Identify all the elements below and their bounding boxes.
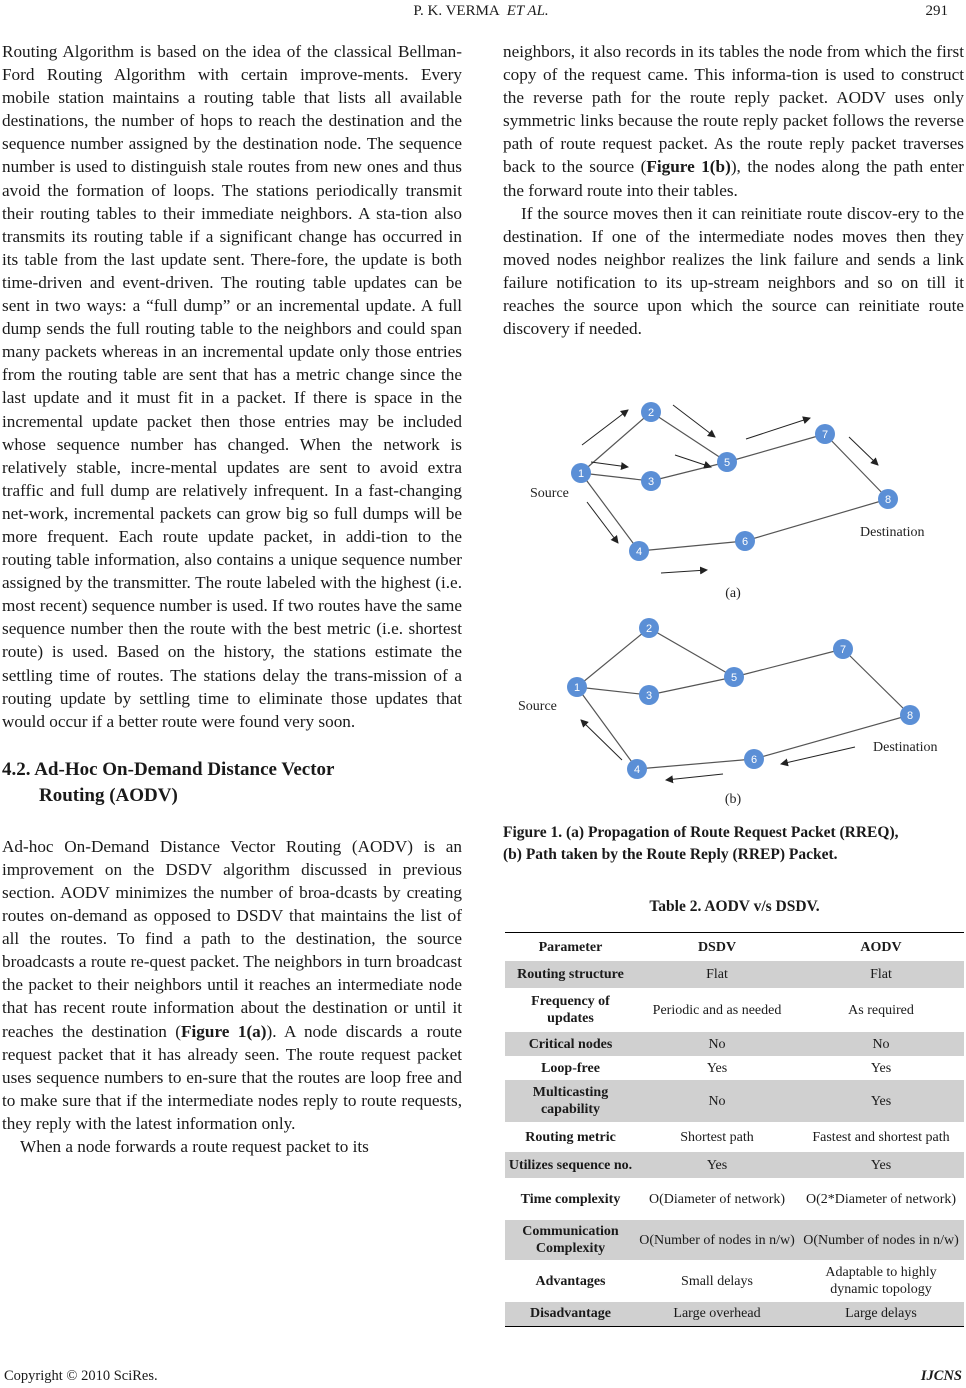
page-number: 291 bbox=[925, 3, 948, 19]
caption-line-2: (b) Path taken by the Route Reply (RREP) Packet. bbox=[503, 846, 838, 863]
page-header bbox=[0, 3, 966, 25]
left-column bbox=[2, 40, 462, 1158]
node-3 bbox=[641, 471, 661, 491]
table-header-row bbox=[505, 933, 964, 962]
table-row: Frequency of updates Periodic and as needed As required bbox=[531, 994, 914, 1026]
paragraph-link-failure: If the source moves then it can reinitiate route discov-ery to the destination. If one of the intermediate nodes moves then they moved nodes neighbor realizes the link failure and sends a link failure notification to its up-stream neighbors and so on till it reaches the source upon which the source can reinitiate route discovery if needed. bbox=[503, 203, 964, 339]
figure-1b-rrep-diagram bbox=[503, 610, 966, 815]
node-7 bbox=[815, 424, 835, 444]
figure-caption bbox=[503, 822, 966, 866]
svg-text:1: 1 bbox=[577, 468, 585, 480]
node-5 bbox=[717, 452, 737, 472]
running-head bbox=[0, 3, 966, 20]
header-etal: ET AL. bbox=[506, 3, 549, 19]
svg-text:5: 5 bbox=[723, 457, 731, 469]
node-3 bbox=[639, 685, 659, 705]
svg-text:1: 1 bbox=[573, 682, 581, 694]
node-6 bbox=[744, 749, 764, 769]
header-parameter: Parameter bbox=[505, 933, 636, 962]
table-title: Table 2. AODV v/s DSDV. bbox=[649, 898, 820, 915]
source-label-b: Source bbox=[518, 699, 557, 714]
svg-text:3: 3 bbox=[647, 476, 655, 488]
svg-text:4: 4 bbox=[635, 546, 643, 558]
sublabel-a: (a) bbox=[725, 586, 741, 601]
node-5 bbox=[724, 667, 744, 687]
svg-text:8: 8 bbox=[906, 710, 914, 722]
journal-name: IJCNS bbox=[920, 1368, 962, 1384]
header-dsdv: DSDV bbox=[636, 933, 798, 962]
right-column bbox=[503, 40, 964, 340]
table-row: Disadvantage Large overhead Large delays bbox=[505, 1302, 964, 1326]
table-row: Communication Complexity O(Number of nodes in n/w) O(Number of nodes in n/w) bbox=[505, 1220, 964, 1260]
node-8 bbox=[900, 705, 920, 725]
paragraph-reverse-path: neighbors, it also records in its tables the node from which the first copy of the request came. This informa-tion is used to construct the reverse path for the route reply packet. AODV uses only symmetric links because the route reply packet follows the reverse path of route request packet. As the route reply packet traverses back to the source (Figure 1(b)), the nodes along the path enter the forward route into their tables. bbox=[503, 42, 964, 200]
figure-ref-1a[interactable]: Figure 1(a) bbox=[181, 1021, 267, 1041]
table-row: Multicasting capability No Yes bbox=[505, 1080, 964, 1122]
svg-text:2: 2 bbox=[647, 407, 655, 419]
caption-line-1: Figure 1. (a) Propagation of Route Request Packet (RREQ), bbox=[503, 824, 899, 841]
svg-text:6: 6 bbox=[750, 754, 758, 766]
table-row: Routing structure Flat Flat bbox=[505, 961, 964, 988]
table-row: Loop-free Yes Yes bbox=[541, 1060, 892, 1076]
svg-text:6: 6 bbox=[741, 536, 749, 548]
svg-text:2: 2 bbox=[645, 623, 653, 635]
section-heading bbox=[2, 757, 462, 809]
svg-text:5: 5 bbox=[730, 672, 738, 684]
header-author: P. K. VERMA bbox=[413, 3, 499, 19]
svg-text:7: 7 bbox=[839, 644, 847, 656]
copyright-text: Copyright © 2010 SciRes. bbox=[4, 1368, 158, 1384]
figure-ref-1b[interactable]: Figure 1(b) bbox=[646, 157, 731, 177]
network-links bbox=[577, 628, 910, 769]
destination-label-a: Destination bbox=[860, 525, 925, 540]
paragraph-dsdv: Routing Algorithm is based on the idea of the classical Bellman-Ford Routing Algorithm with certain improve-ments. Every mobile station maintains a routing table that lists all available destinations, the number of hops to reach the destination and the sequence number assigned by the destination node. The sequence number is used to distinguish stale routes from new ones and thus avoid the formation of loops. The stations periodically transmit their routing tables to their immediate neighbors. A sta-tion also transmits its routing table if a significant change has occurred in its table from the last update sent. There-fore, the update is both time-driven and event-driven. The routing table updates can be sent in two ways: a “full dump” or an incremental update. A full dump sends the full routing table to the neighbors and could span many packets whereas in an incremental update only those entries from the routing table are sent that has a metric change since the last update and it must fit in a packet. If there is space in the incremental update packet then those entries may be included whose sequence number has changed. When the network is relatively stable, incre-mental updates are sent to avoid extra traffic and full dump are relatively infrequent. In a fast-changing net-work, incremental packets can grow big so full dumps will be more frequent. Each route update packet, in addi-tion to the routing table information, also contains a unique sequence number assigned by the transmitter. The route labeled with the highest (i.e. most recent) sequence number is used. If two routes have the same sequence number then the route with the best metric (i.e. shortest route) is used. Based on the history, the stations estimate the settling time of routes. The stations delay the trans-mission of a routing update by settling time to eliminate those updates that would occur if a better route were found very soon. bbox=[2, 42, 462, 731]
paragraph-forwarding: When a node forwards a route request packet to its bbox=[20, 1137, 369, 1157]
heading-line-2: Routing (AODV) bbox=[39, 784, 178, 806]
paragraph-aodv-intro: Ad-hoc On-Demand Distance Vector Routing (AODV) is an improvement on the DSDV algorithm discussed in previous section. AODV minimizes the number of broa-dcasts by creating routes on-demand as opposed to DSDV that maintains the list of all the routes. To find a path to the destination, the source broadcasts a route re-quest packet. The neighbors in turn broadcast the packet to their neighbors until it reaches an intermediate node that has recent route information about the destination or until it reaches the destination (Figure 1(a)). A node discards a route request packet that it has already seen. The route request packet uses sequence numbers to en-sure that the routes are loop free and to make sure that if the intermediate nodes reply to route requests, they reply with the latest information only. bbox=[2, 836, 462, 1133]
source-label-a: Source bbox=[530, 486, 569, 501]
node-4 bbox=[629, 541, 649, 561]
table-row: Critical nodes No No bbox=[505, 1032, 964, 1056]
table-row: Utilizes sequence no. Yes Yes bbox=[505, 1152, 964, 1178]
comparison-table bbox=[505, 932, 964, 1327]
svg-text:7: 7 bbox=[821, 429, 829, 441]
heading-line-1: 4.2. Ad-Hoc On-Demand Distance Vector bbox=[2, 758, 335, 780]
figure-1a-rreq-diagram bbox=[503, 385, 966, 610]
node-1 bbox=[571, 463, 591, 483]
table-row: Advantages Small delays Adaptable to highly dynamic topology bbox=[535, 1265, 937, 1297]
node-4 bbox=[627, 759, 647, 779]
node-7 bbox=[833, 639, 853, 659]
rrep-arrows bbox=[581, 720, 855, 780]
destination-label-b: Destination bbox=[873, 740, 938, 755]
node-2 bbox=[641, 402, 661, 422]
table-row: Time complexity O(Diameter of network) O(2*Diameter of network) bbox=[520, 1191, 957, 1207]
svg-text:4: 4 bbox=[633, 764, 641, 776]
svg-text:3: 3 bbox=[645, 690, 653, 702]
sublabel-b: (b) bbox=[724, 792, 742, 807]
header-aodv: AODV bbox=[798, 933, 964, 962]
node-8 bbox=[878, 489, 898, 509]
table-row: Routing metric Shortest path Fastest and shortest path bbox=[525, 1129, 950, 1145]
network-links bbox=[581, 412, 888, 551]
node-6 bbox=[735, 531, 755, 551]
node-1 bbox=[567, 677, 587, 697]
svg-text:8: 8 bbox=[884, 494, 892, 506]
node-2 bbox=[639, 618, 659, 638]
